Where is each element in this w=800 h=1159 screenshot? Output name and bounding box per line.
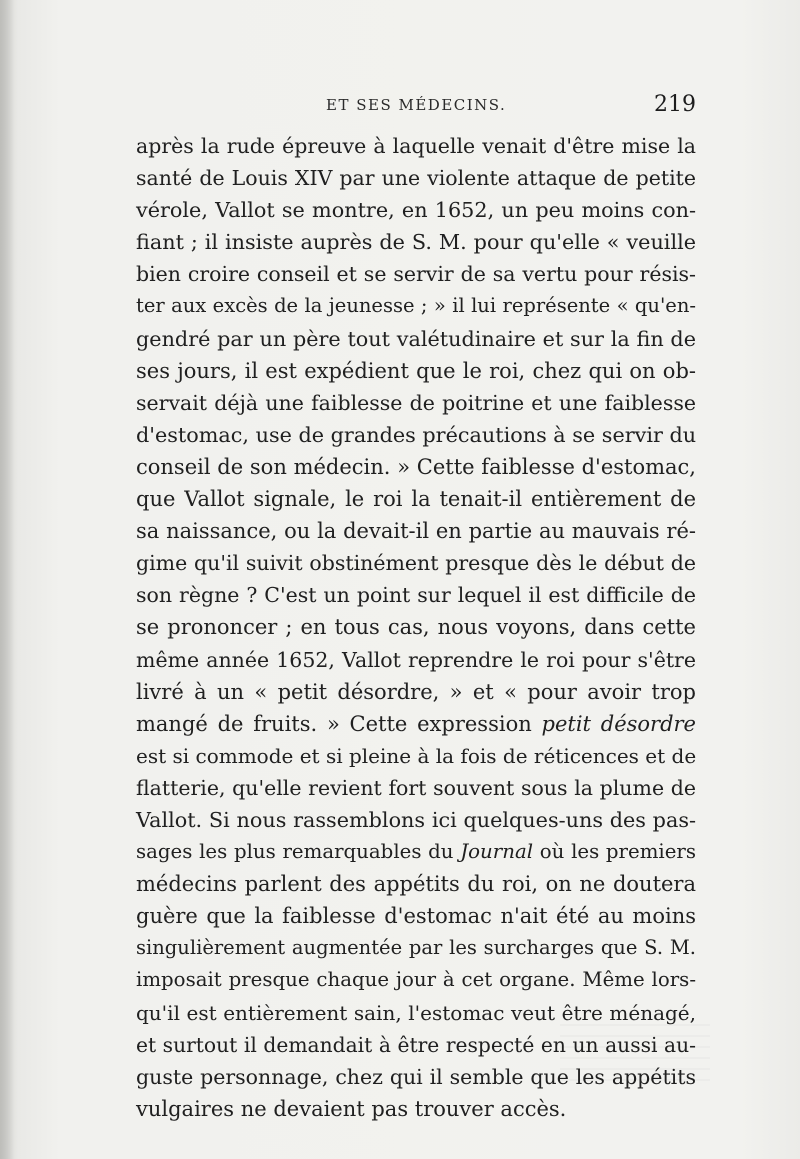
running-head: ET SES MÉDECINS. xyxy=(326,96,507,114)
text-run: où les premiers xyxy=(533,840,696,864)
text-line: se prononcer ; en tous cas, nous voyons, dans cette xyxy=(136,615,696,640)
text-line: singulièrement augmentée par les surcharges que S. M. xyxy=(136,936,696,960)
text-line: gime qu'il suivit obstinément presque dès le début de xyxy=(136,551,696,576)
text-line: sa naissance, ou la devait-il en partie au mauvais ré- xyxy=(136,519,696,544)
text-line: bien croire conseil et se servir de sa vertu pour résis- xyxy=(136,262,696,287)
text-line: conseil de son médecin. » Cette faiblesse d'estomac, xyxy=(136,454,696,479)
text-line: même année 1652, Vallot reprendre le roi pour s'être xyxy=(136,647,696,672)
text-line: santé de Louis XIV par une violente attaque de petite xyxy=(136,166,696,191)
text-line-italic xyxy=(136,836,696,868)
italic-phrase: petit désordre xyxy=(541,711,696,736)
text-line: flatterie, qu'elle revient fort souvent sous la plume de xyxy=(136,775,696,800)
text-line: gendré par un père tout valétudinaire et sur la fin de xyxy=(136,326,696,351)
text-line: et surtout il demandait à être respecté en un aussi au- xyxy=(136,1032,696,1057)
text-line: son règne ? C'est un point sur lequel il est difficile de xyxy=(136,583,696,608)
text-line-last: vulgaires ne devaient pas trouver accès. xyxy=(136,1096,567,1121)
text-line: ses jours, il est expédient que le roi, chez qui on ob- xyxy=(136,358,696,383)
text-line-italic xyxy=(136,708,696,740)
text-line: vérole, Vallot se montre, en 1652, un peu moins con- xyxy=(136,198,696,223)
italic-phrase: Journal xyxy=(460,840,534,864)
page-header xyxy=(136,92,696,122)
page-number: 219 xyxy=(654,92,696,117)
text-run: mangé de fruits. » Cette expression xyxy=(136,711,542,736)
text-line: ter aux excès de la jeunesse ; » il lui représente « qu'en- xyxy=(136,294,696,318)
page-gutter-shadow xyxy=(0,0,14,1159)
text-run: sages les plus remarquables du xyxy=(136,840,461,864)
body-text xyxy=(136,130,696,1125)
text-line: Vallot. Si nous rassemblons ici quelques-uns des pas- xyxy=(136,807,696,832)
text-line: servait déjà une faiblesse de poitrine et une faiblesse xyxy=(136,390,696,415)
text-line: imposait presque chaque jour à cet organe. Même lors- xyxy=(136,968,696,992)
text-line: guste personnage, chez qui il semble que les appétits xyxy=(136,1064,696,1089)
text-line: fiant ; il insiste auprès de S. M. pour qu'elle « veuille xyxy=(136,230,696,255)
text-line: livré à un « petit désordre, » et « pour avoir trop xyxy=(136,679,696,704)
text-line: après la rude épreuve à laquelle venait d'être mise la xyxy=(136,134,696,158)
text-line: guère que la faiblesse d'estomac n'ait été au moins xyxy=(136,904,696,929)
text-line: médecins parlent des appétits du roi, on ne doutera xyxy=(136,872,696,897)
text-line: est si commode et si pleine à la fois de réticences et de xyxy=(136,743,697,768)
text-line: d'estomac, use de grandes précautions à se servir du xyxy=(136,422,697,447)
text-line: qu'il est entièrement sain, l'estomac veut être ménagé, xyxy=(136,1000,696,1025)
text-line: que Vallot signale, le roi la tenait-il entièrement de xyxy=(136,487,696,512)
